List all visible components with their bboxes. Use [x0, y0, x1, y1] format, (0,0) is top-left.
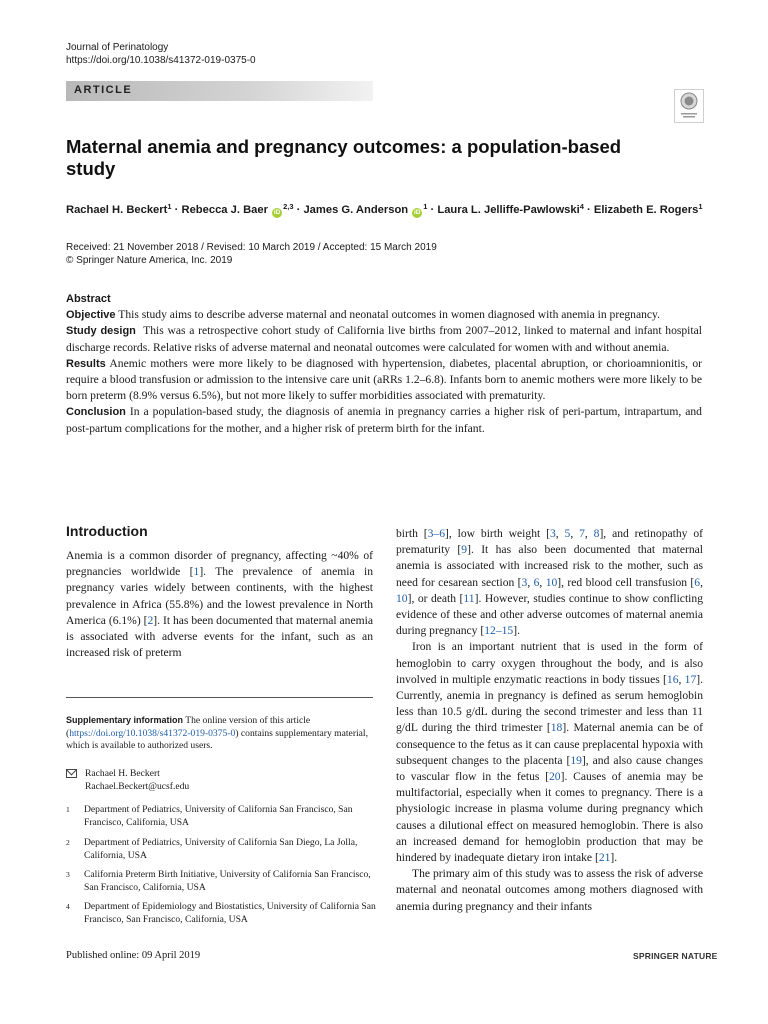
intro-right-column — [396, 526, 703, 915]
journal-doi-link[interactable]: https://doi.org/10.1038/s41372-019-0375-0 — [66, 55, 256, 66]
text-run: ]. Causes of anemia may be multifactorial, especially when it comes to pregnancy. There is a physiologic increase in plasma volume during pregnancy which causes a dilutional effect on measured hemoglobin. There is also an increased demand for hemoglobin production that may be hindered by inadequate dietary iron intake [ — [396, 770, 703, 865]
citation-link[interactable]: 11 — [463, 591, 475, 605]
affiliation-text: Department of Epidemiology and Biostatistics, University of California San Francisco, San Francisco, California, USA — [84, 901, 376, 925]
text-run: ], or death [ — [407, 591, 464, 605]
envelope-icon — [66, 769, 77, 778]
citation-link[interactable]: 8 — [593, 527, 600, 540]
author-name[interactable]: James G. Anderson — [303, 204, 409, 216]
paragraph: The primary aim of this study was to assess the risk of adverse maternal and neonatal outcomes among mothers diagnosed with anemia during pregnancy and their infants — [396, 867, 703, 913]
orcid-icon[interactable]: iD — [273, 209, 281, 216]
affiliation-item — [66, 837, 376, 862]
affiliation-text: California Preterm Birth Initiative, University of California San Francisco, San Francisco, California, USA — [84, 869, 371, 893]
citation-link[interactable]: 3 — [521, 575, 528, 589]
text-run: ], red blood cell transfusion [ — [557, 575, 695, 589]
supplementary-label: Supplementary information — [66, 715, 184, 725]
article-dates — [66, 241, 437, 267]
corresponding-author — [66, 768, 189, 793]
author-name[interactable]: Elizabeth E. Rogers — [593, 204, 699, 216]
text-run: , — [584, 527, 594, 540]
author-name[interactable]: Laura L. Jelliffe-Pawlowski — [437, 204, 580, 216]
citation-link[interactable]: 10 — [545, 575, 558, 589]
affiliation-number: 3 — [66, 870, 70, 879]
paragraph — [396, 526, 703, 639]
text-run: Anemia is a common disorder of pregnancy, affecting ~40% of pregnancies worldwide [ — [66, 549, 373, 579]
citation-link[interactable]: 20 — [549, 770, 561, 784]
text-run: ], low birth weight [ — [445, 527, 550, 540]
journal-header — [66, 41, 256, 67]
citation-link[interactable]: 6 — [694, 575, 701, 589]
abstract — [66, 291, 702, 437]
orcid-icon[interactable]: iD — [413, 209, 421, 216]
abstract-text: This study aims to describe adverse maternal and neonatal outcomes in women diagnosed with anemia in pregnancy. — [118, 308, 660, 322]
text-run: ]. The prevalence of anemia in pregnancy varies widely between continents, with the highest prevalence in Africa (55.8%) and the lowest prevalence in North America (6.1%) [ — [66, 565, 373, 627]
text-run: , — [539, 575, 546, 589]
paragraph — [396, 639, 703, 866]
citation-link[interactable]: 21 — [598, 851, 611, 865]
affiliation-text: Department of Pediatrics, University of California San Francisco, San Francisco, California, USA — [84, 804, 353, 828]
abstract-label: Results — [66, 357, 106, 370]
supplementary-link[interactable]: https://doi.org/10.1038/s41372-019-0375-0 — [69, 727, 236, 739]
article-title: Maternal anemia and pregnancy outcomes: a population-based study — [66, 136, 622, 179]
supplementary-note — [66, 714, 373, 753]
text-run: , — [527, 575, 534, 589]
text-run: birth [ — [396, 527, 428, 540]
affiliation-number: 1 — [66, 805, 70, 814]
history-dates: Received: 21 November 2018 / Revised: 10 March 2019 / Accepted: 15 March 2019 — [66, 242, 437, 253]
abstract-label: Objective — [66, 309, 116, 322]
text-run: ]. It has also been documented that maternal anemia is associated with increased risk to the mother, such as need for cesarean section [ — [396, 543, 703, 589]
copyright-line: © Springer Nature America, Inc. 2019 — [66, 255, 233, 266]
text-run: ]. However, studies continue to show conflicting evidence of these and other adverse outcomes of maternal anemia during pregnancy [ — [396, 591, 703, 638]
citation-link[interactable]: 10 — [396, 591, 408, 605]
affiliation-item — [66, 869, 376, 894]
citation-link[interactable]: 3 — [549, 527, 556, 540]
abstract-label: Conclusion — [66, 406, 126, 419]
author-list: Rachael H. Beckert$^1$ · Rebecca J. Baer iD$^{2,3}$ · James G. Anderson $iD^1$ · Laura L. Jelliffe-Pawlowski$^4$ · Elizabeth E. Rogers$^1$ — [66, 202, 703, 216]
abstract-text: Anemic mothers were more likely to be diagnosed with hypertension, diabetes, placental abruption, or chorioamnionitis, or require a blood transfusion or admission to the intensive care unit (aRRs 1.2–6.8). Infants born to anemic mothers were more likely to be born preterm (8.9% versus 6.5%), but not more likely to suffer morbidities associated with prematurity. — [66, 356, 702, 403]
text-run: ]. — [610, 851, 618, 865]
affiliation-text: Department of Pediatrics, University of California San Diego, La Jolla, California, USA — [84, 837, 358, 861]
citation-link[interactable]: 18 — [550, 721, 563, 735]
author-affiliation-mark: 1 — [698, 202, 703, 211]
affiliation-number: 2 — [66, 838, 70, 847]
paragraph — [66, 548, 373, 661]
text-run: ]. Maternal anemia can be of consequence to the fetus as it can cause preplacental hypoxia with subsequent changes to the placenta [ — [396, 721, 703, 767]
text-run: Iron is an important nutrient that is used in the form of hemoglobin to carry oxygen throughout the body, and is also involved in multiple enzymatic reactions in body tissues [ — [396, 640, 703, 686]
publisher-logo: SPRINGER NATURE — [633, 951, 718, 961]
text-run: , — [678, 672, 685, 686]
published-date: Published online: 09 April 2019 — [66, 950, 201, 961]
abstract-results — [66, 356, 702, 405]
contact-name: Rachael H. Beckert — [85, 768, 160, 779]
abstract-label: Study design — [66, 325, 136, 338]
abstract-heading: Abstract — [66, 293, 111, 305]
citation-link[interactable]: 6 — [533, 575, 540, 589]
citation-link[interactable]: 5 — [564, 527, 571, 540]
footnote-divider — [66, 697, 373, 698]
citation-link[interactable]: 1 — [193, 565, 200, 579]
intro-left-column — [66, 548, 373, 661]
introduction-heading: Introduction — [66, 523, 148, 539]
affiliation-number: 4 — [66, 902, 70, 911]
author-affiliation-mark: 1 — [167, 202, 172, 211]
text-run: ) contains supplementary material, which is available to authorized users. — [66, 727, 368, 751]
text-run: ], and also cause changes to vascular flow in the fetus [ — [396, 753, 703, 784]
author-affiliation-mark: 1 — [423, 202, 428, 211]
citation-link[interactable]: 2 — [147, 613, 154, 627]
author-name[interactable]: Rebecca J. Baer — [181, 204, 268, 216]
citation-link[interactable]: 9 — [461, 543, 468, 557]
journal-name: Journal of Perinatology — [66, 42, 169, 53]
text-run: , — [555, 527, 565, 540]
affiliation-item — [66, 901, 376, 926]
citation-link[interactable]: 12–15 — [484, 624, 514, 638]
check-for-updates-icon[interactable] — [674, 89, 704, 123]
text-run: ]. It has been documented that maternal anemia is associated with adverse events for the infant, such as an increased risk of preterm — [66, 613, 374, 660]
text-run: The online version of this article ( — [66, 715, 311, 739]
citation-link[interactable]: 3–6 — [427, 527, 446, 540]
affiliation-item — [66, 804, 376, 829]
text-run: ], and retinopathy of prematurity [ — [396, 527, 703, 557]
citation-link[interactable]: 7 — [579, 527, 585, 540]
text-run: , — [570, 527, 580, 540]
article-type-banner — [66, 81, 373, 101]
author-name[interactable]: Rachael H. Beckert — [66, 204, 168, 216]
author-affiliation-mark: 2,3 — [283, 202, 294, 211]
citation-link[interactable]: 19 — [570, 753, 582, 767]
abstract-text: In a population-based study, the diagnosis of anemia in pregnancy carries a higher risk of peri-partum, intrapartum, and post-partum complications for the mother, and a higher risk of preterm birth for the infant. — [66, 405, 702, 435]
abstract-text: This was a retrospective cohort study of California live births from 2007–2012, linked to maternal and infant hospital discharge records. Relative risks of adverse maternal and neonatal outcomes were calculated for women with and without anemia. — [66, 324, 702, 354]
abstract-objective — [66, 307, 702, 323]
citation-link[interactable]: 17 — [684, 672, 697, 686]
article-type-label: ARTICLE — [74, 84, 133, 96]
abstract-study-design — [66, 323, 702, 355]
text-run: ]. Currently, anemia in pregnancy is defined as serum hemoglobin less than 10.5 g/dL during the second trimester and less than 11 g/dL during the third trimester [ — [396, 672, 704, 735]
text-run: , — [700, 575, 703, 589]
citation-link[interactable]: 16 — [666, 672, 679, 686]
abstract-conclusion — [66, 404, 702, 436]
author-affiliation-mark: 4 — [579, 202, 584, 211]
text-run: ]. — [513, 624, 520, 638]
contact-email[interactable]: Rachael.Beckert@ucsf.edu — [85, 780, 190, 792]
